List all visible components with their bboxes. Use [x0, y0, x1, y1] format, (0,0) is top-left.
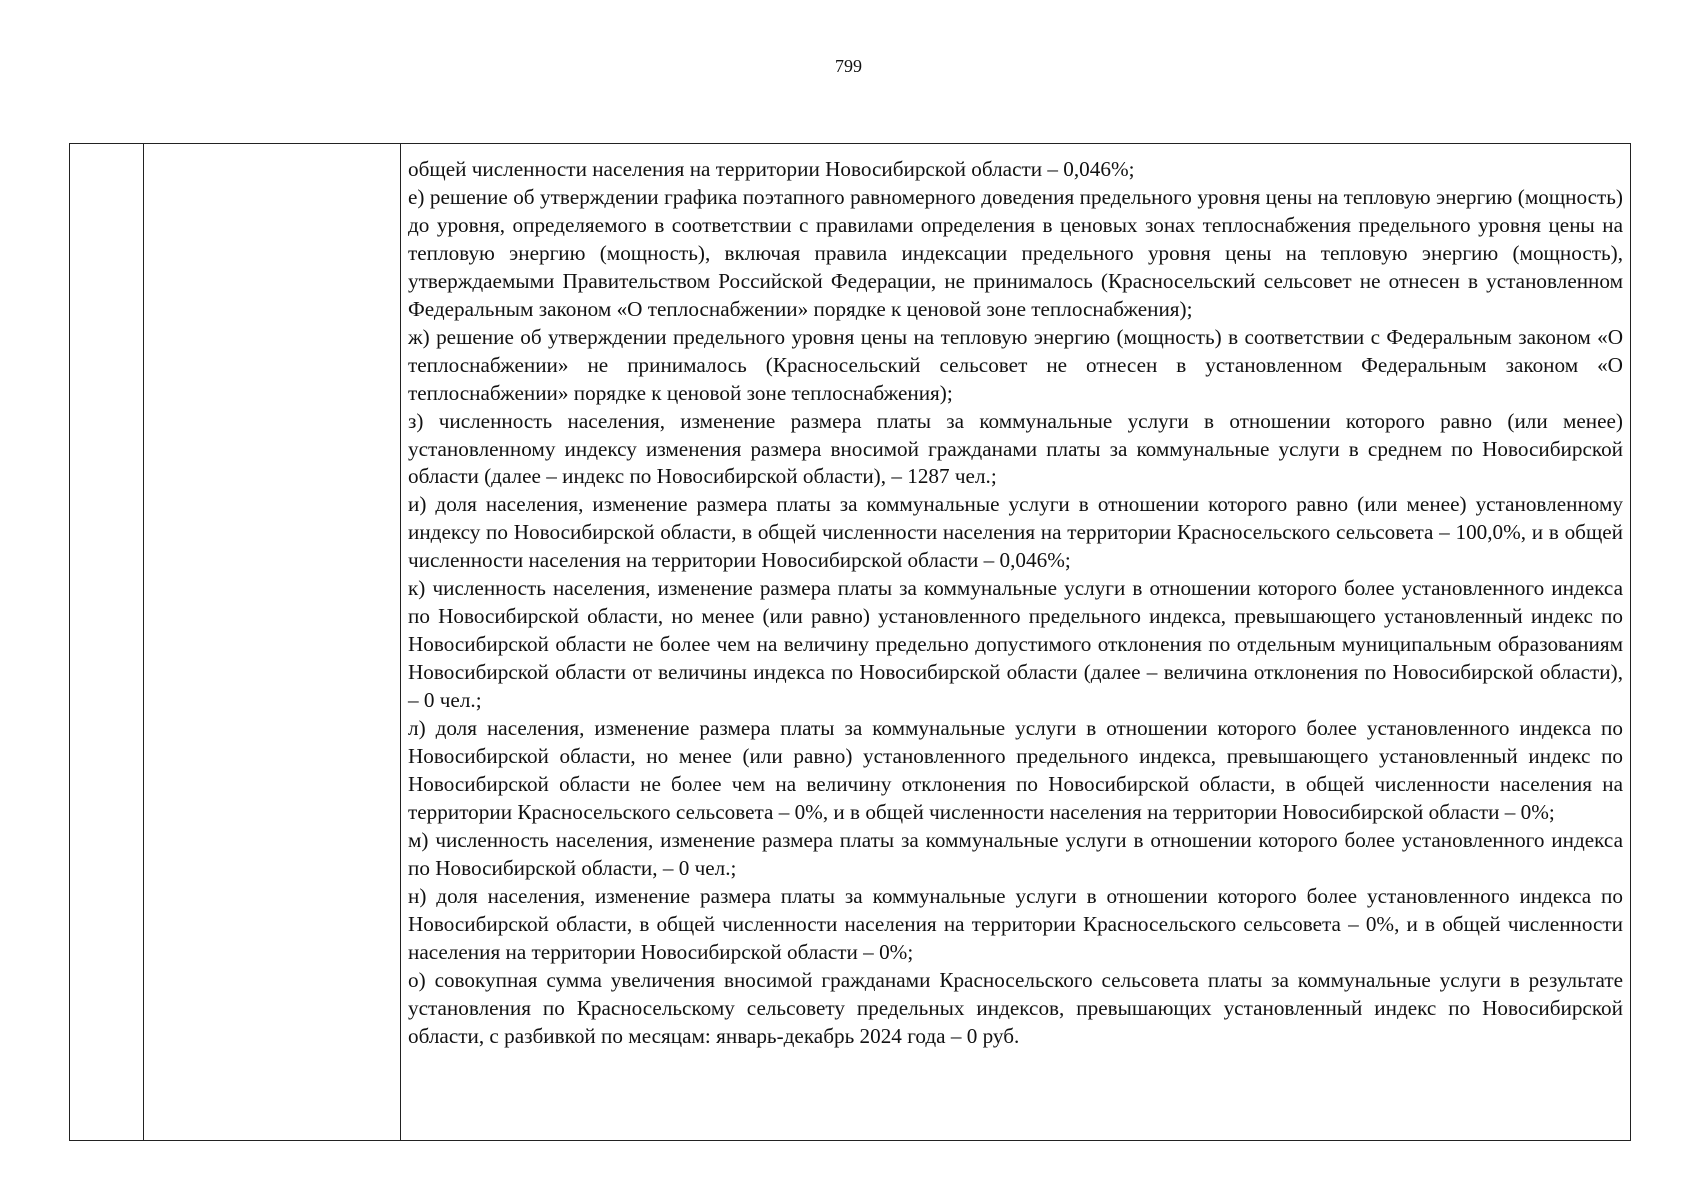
document-table: [69, 143, 1631, 1141]
table-cell-content: [401, 144, 1631, 1141]
table-cell-name: [144, 144, 401, 1141]
paragraph-n: н) доля населения, изменение размера платы за коммунальные услуги в отношении которого более установленного индекса по Новосибирской области, в общей численности населения на территории Красносельского сельсовета – 0%, и в общей численности населения на территории Новосибирской области – 0%;: [408, 883, 1623, 964]
paragraph-continuation: общей численности населения на территории Новосибирской области – 0,046%;: [408, 157, 1135, 181]
paragraph-k: к) численность населения, изменение размера платы за коммунальные услуги в отношении которого более установленного индекса по Новосибирской области, но менее (или равно) установленного предельного индекса, превышающего установленный индекс по Новосибирской области не более чем на величину предельно допустимого отклонения по отдельным муниципальным образованиям Новосибирской области от величины индекса по Новосибирской области (далее – величина отклонения по Новосибирской области), – 0 чел.;: [408, 576, 1623, 713]
paragraph-zh: ж) решение об утверждении предельного уровня цены на тепловую энергию (мощность) в соответствии с Федеральным законом «О теплоснабжении» не принималось (Красносельский сельсовет не отнесен в установленном Федеральным законом «О теплоснабжении» порядке к ценовой зоне теплоснабжения);: [408, 324, 1623, 405]
table-cell-number: [70, 144, 144, 1141]
paragraph-l: л) доля населения, изменение размера платы за коммунальные услуги в отношении которого более установленного индекса по Новосибирской области, но менее (или равно) установленного предельного индекса, превышающего установленный индекс по Новосибирской области не более чем на величину отклонения по Новосибирской области, в общей численности населения на территории Красносельского сельсовета – 0%, и в общей численности населения на территории Новосибирской области – 0%;: [408, 716, 1623, 824]
paragraph-e: е) решение об утверждении графика поэтапного равномерного доведения предельного уровня цены на тепловую энергию (мощность) до уровня, определяемого в соответствии с правилами определения в ценовых зонах теплоснабжения предельного уровня цены на тепловую энергию (мощность), включая правила индексации предельного уровня цены на тепловую энергию (мощность), утверждаемыми Правительством Российской Федерации, не принималось (Красносельский сельсовет не отнесен в установленном Федеральным законом «О теплоснабжении» порядке к ценовой зоне теплоснабжения);: [408, 184, 1623, 321]
table-row: [70, 144, 1631, 1141]
paragraph-m: м) численность населения, изменение размера платы за коммунальные услуги в отношении которого более установленного индекса по Новосибирской области, – 0 чел.;: [408, 827, 1623, 880]
cell-text-block: [401, 144, 1630, 1051]
paragraph-o: о) совокупная сумма увеличения вносимой гражданами Красносельского сельсовета платы за коммунальные услуги в результате установления по Красносельскому сельсовету предельных индексов, превышающих установленный индекс по Новосибирской области, с разбивкой по месяцам: январь-декабрь 2024 года – 0 руб.: [408, 967, 1623, 1048]
page-number: 799: [835, 56, 862, 76]
paragraph-i: и) доля населения, изменение размера платы за коммунальные услуги в отношении которого равно (или менее) установленному индексу по Новосибирской области, в общей численности населения на территории Красносельского сельсовета – 100,0%, и в общей численности населения на территории Новосибирской области – 0,046%;: [408, 492, 1623, 573]
paragraph-z: з) численность населения, изменение размера платы за коммунальные услуги в отношении которого равно (или менее) установленному индексу изменения размера вносимой гражданами платы за коммунальные услуги в среднем по Новосибирской области (далее – индекс по Новосибирской области), – 1287 чел.;: [408, 408, 1623, 489]
